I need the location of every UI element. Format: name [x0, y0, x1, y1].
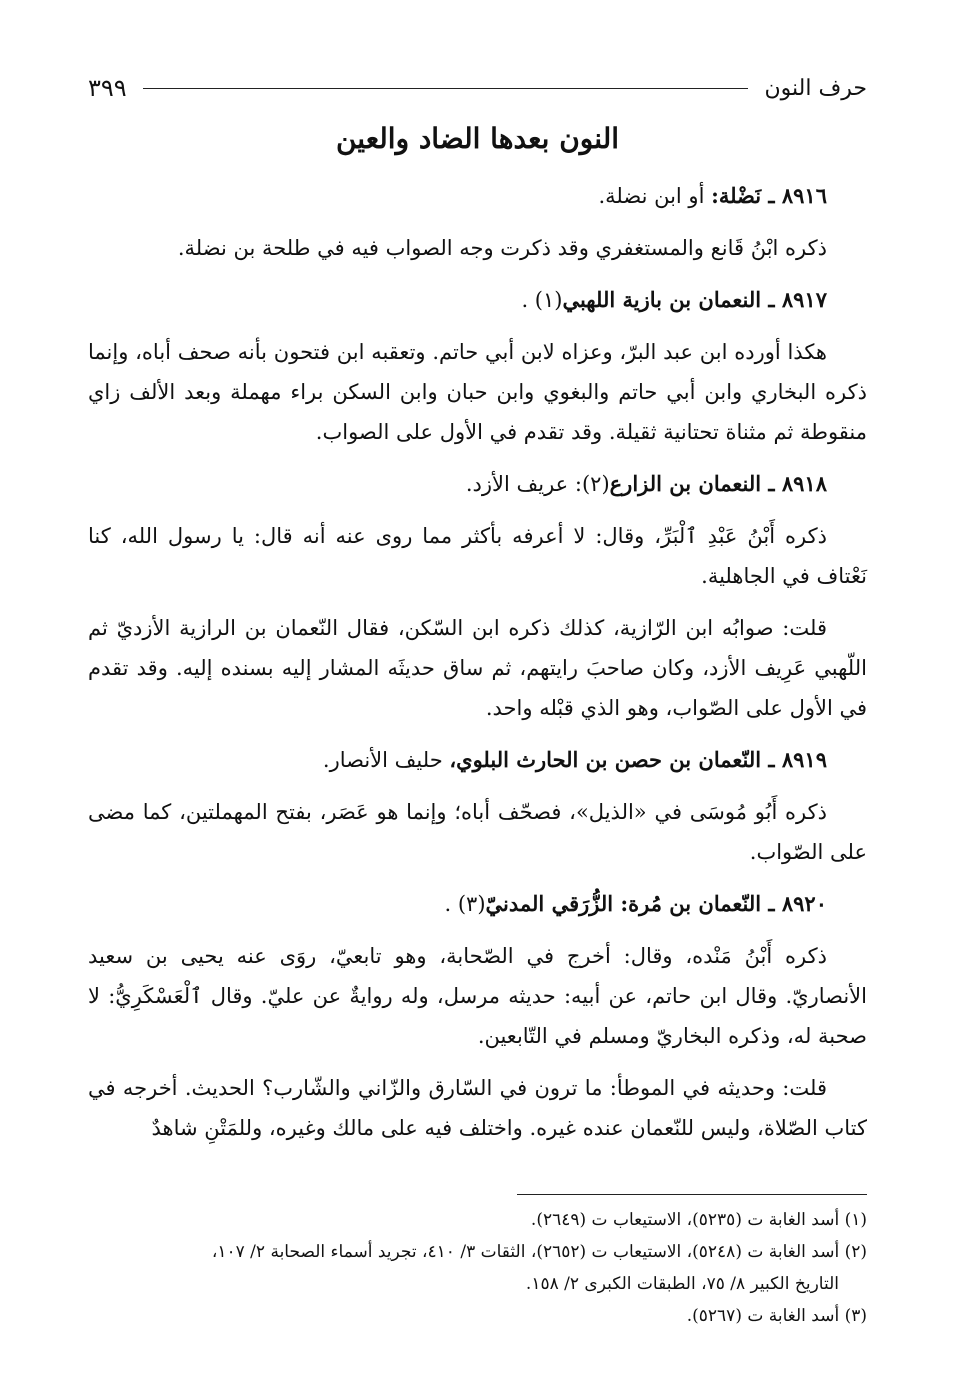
footnote-rule [517, 1194, 867, 1195]
page-number: ٣٩٩ [88, 74, 127, 102]
paragraph: قلت: وحديثه في الموطأ: ما ترون في السّارق والزّاني والشّارب؟ الحديث. أخرجه في كتاب الصّلاة، وليس للنّعمان عنده غيره. واختلف فيه على مالك وغيره، وللمَتْنِ شاهدٌ [88, 1076, 867, 1140]
paragraph: هكذا أورده ابن عبد البرّ، وعزاه لابن أبي حاتم. وتعقبه ابن فتحون بأنه صحف أباه، وإنما ذكره البخاري وابن أبي حاتم والبغوي وابن حبان وابن السكن براء مهملة وبعد الألف زاي منقوطة ثم مثناة تحتانية ثقيلة. وقد تقدم في الأول على الصواب. [88, 340, 867, 444]
paragraph: قلت: صوابُه ابن الرّازية، كذلك ذكره ابن السّكن، فقال النّعمان بن الرازية الأزديّ ثم اللّهبي عَرِيف الأزد، وكان صاحبَ رايتهم، ثم ساق حديثَه المشار إليه بسنده إليه. وقد تقدم في الأول على الصّواب، وهو الذي قبْله واحد. [88, 616, 867, 720]
entry-name: ٨٩٢٠ ـ النّعمان بن مُرة: الزُّرَقي المدنيّ [485, 891, 827, 916]
running-title: حرف النون [764, 75, 867, 101]
entry-heading [88, 280, 867, 320]
entry-heading [88, 176, 867, 216]
paragraph: ذكره أَبْنُ مَنْده، وقال: أخرج في الصّحابة، وهو تابعيّ، روَى عنه يحيى بن سعيد الأنصاريّ. وقال ابن حاتم، عن أبيه: حديثه مرسل، وله روايةٌ عن عليّ. وقال ٱلْعَسْكَرِيُّ: لا صحبة له، وذكره البخاريّ ومسلم في التّابعين. [88, 944, 867, 1048]
entry-name: ٨٩١٨ ـ النعمان بن الزارع [609, 471, 827, 496]
entry-heading [88, 464, 867, 504]
footnotes [88, 1204, 867, 1332]
entry-note: حليف الأنصار. [322, 748, 450, 772]
entry-note: (٣) . [444, 892, 486, 916]
main-text [88, 176, 867, 1160]
paragraph: ذكره ابْنُ قَانع والمستغفري وقد ذكرت وجه الصواب فيه في طلحة بن نضلة. [177, 236, 827, 260]
page-header [88, 68, 867, 108]
entry-note: (١) . [521, 288, 563, 312]
header-rule [143, 88, 749, 89]
footnote: (٣) أسد الغابة ت (٥٢٦٧). [686, 1306, 867, 1326]
paragraph: ذكره أَبُو مُوسَى في «الذيل»، فصحّف أباه؛ وإنما هو عَصَر، بفتح المهملتين، كما مضى على الصّواب. [88, 800, 867, 864]
entry-name: ٨٩١٧ ـ النعمان بن بازية اللهبي [562, 287, 827, 312]
entry-note: (٢): عريف الأزد. [465, 472, 610, 496]
entry-note: أو ابن نضلة. [598, 184, 712, 208]
paragraph: ذكره أَبْنُ عَبْدِ ٱلْبَرِّ، وقال: لا أعرفه بأكثر مما روى عنه أنه قال: يا رسول الله، كنا نَعْتاف في الجاهلية. [88, 524, 867, 588]
section-title: النون بعدها الضاد والعين [335, 122, 620, 155]
entry-name: ٨٩١٦ ـ نَضْلة: [711, 183, 827, 208]
footnote-continuation: التاريخ الكبير ٨/ ٧٥، الطبقات الكبرى ٢/ ١٥٨. [525, 1274, 839, 1294]
entry-heading [88, 740, 867, 780]
footnote: (٢) أسد الغابة ت (٥٢٤٨)، الاستيعاب ت (٢٦٥٢)، الثقات ٣/ ٤١٠، تجريد أسماء الصحابة ٢/ ١٠٧، [211, 1242, 867, 1262]
entry-name: ٨٩١٩ ـ النّعمان بن حصن بن الحارث البلوي، [449, 747, 827, 772]
footnote: (١) أسد الغابة ت (٥٢٣٥)، الاستيعاب ت (٢٦٤٩). [530, 1210, 867, 1230]
entry-heading [88, 884, 867, 924]
